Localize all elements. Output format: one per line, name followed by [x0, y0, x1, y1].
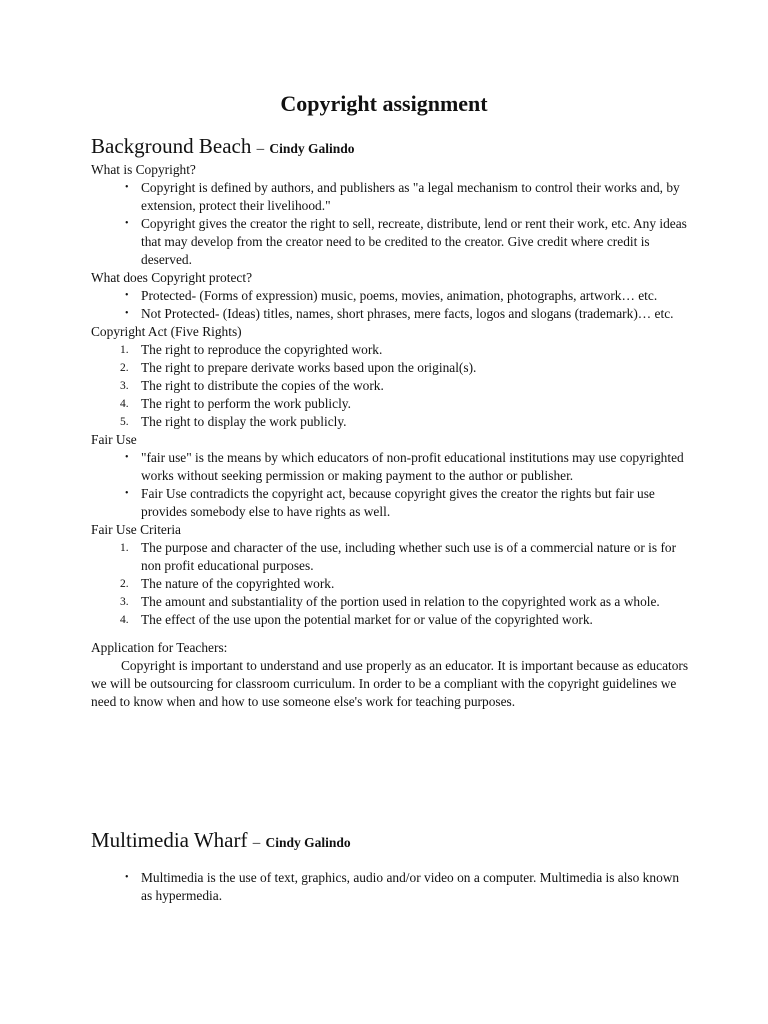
section-heading-background-beach [91, 133, 355, 162]
list-item: • Not Protected- (Ideas) titles, names, short phrases, mere facts, logos and slogans (trademark)… etc. [141, 305, 691, 323]
section-heading-multimedia-wharf [91, 827, 351, 856]
list-number: 1. [120, 542, 129, 554]
list-number: 2. [120, 578, 129, 590]
list-item: • Protected- (Forms of expression) music, poems, movies, animation, photographs, artwork… etc. [141, 287, 691, 305]
list-item: • Copyright is defined by authors, and publishers as "a legal mechanism to control their works and, by extension, protect their livelihood." [141, 179, 691, 215]
bullet-list [91, 179, 691, 269]
section-title: Multimedia Wharf [91, 828, 248, 852]
list-item [120, 575, 691, 593]
bullet-list [91, 449, 691, 521]
copyright-act-label: Copyright Act (Five Rights) [91, 324, 242, 339]
list-number: 3. [120, 596, 129, 608]
list-item-text: The nature of the copyrighted work. [141, 576, 335, 591]
section-title: Background Beach [91, 134, 252, 158]
section-author: Cindy Galindo [269, 141, 355, 156]
list-item-text: The right to display the work publicly. [141, 414, 347, 429]
list-number: 4. [120, 614, 129, 626]
application-text: Copyright is important to understand and use properly as an educator. It is important because as educators we will be outsourcing for classroom curriculum. In order to be a compliant with the copyright guidelines we need to know when and how to use someone else's work for teaching purposes. [91, 658, 689, 709]
list-item-text: The amount and substantiality of the portion used in relation to the copyrighted work as a whole. [141, 594, 660, 609]
fair-use-criteria-label: Fair Use Criteria [91, 522, 181, 537]
list-item-text: The right to perform the work publicly. [141, 396, 351, 411]
list-item [120, 611, 691, 629]
list-item [120, 377, 691, 395]
paragraph-indent [91, 658, 121, 673]
section-body-background-beach [91, 161, 691, 711]
section-body-multimedia-wharf [91, 869, 691, 905]
list-item-text: The right to reproduce the copyrighted work. [141, 342, 383, 357]
list-item: • "fair use" is the means by which educators of non-profit educational institutions may use copyrighted works without seeking permission or making payment to the author or publisher. [141, 449, 691, 485]
list-item-text: The purpose and character of the use, including whether such use is of a commercial nature or is for non profit educational purposes. [141, 540, 677, 573]
list-item: • Copyright gives the creator the right to sell, recreate, distribute, lend or rent their work, etc. Any ideas that may develop from the creator need to be credited to the creator. Give credit where credit is deserved. [141, 215, 691, 269]
question-what-is-copyright: What is Copyright? [91, 162, 196, 177]
paragraph-spacer [91, 629, 691, 639]
bullet-list [91, 869, 691, 905]
question-what-does-copyright-protect: What does Copyright protect? [91, 270, 253, 285]
list-item [120, 395, 691, 413]
list-item [120, 413, 691, 431]
list-item-text: The right to prepare derivate works based upon the original(s). [141, 360, 477, 375]
bullet-list [91, 287, 691, 323]
document-title: Copyright assignment [280, 91, 488, 116]
heading-dash: – [252, 835, 261, 851]
list-number: 2. [120, 362, 129, 374]
list-item-text: The right to distribute the copies of the work. [141, 378, 384, 393]
heading-dash: – [256, 141, 265, 157]
application-paragraph [91, 657, 691, 711]
list-item-text: The effect of the use upon the potential market for or value of the copyrighted work. [141, 612, 593, 627]
list-item: • Fair Use contradicts the copyright act, because copyright gives the creator the rights but fair use provides somebody else to have rights as well. [141, 485, 691, 521]
numbered-list [91, 341, 691, 431]
list-item [120, 593, 691, 611]
list-number: 1. [120, 344, 129, 356]
list-item [120, 359, 691, 377]
list-number: 3. [120, 380, 129, 392]
application-for-teachers-label: Application for Teachers: [91, 640, 228, 655]
list-number: 5. [120, 416, 129, 428]
section-author: Cindy Galindo [265, 835, 351, 850]
list-number: 4. [120, 398, 129, 410]
list-item [120, 341, 691, 359]
list-item [120, 539, 691, 575]
list-item: • Multimedia is the use of text, graphics, audio and/or video on a computer. Multimedia is also known as hypermedia. [141, 869, 691, 905]
fair-use-label: Fair Use [91, 432, 137, 447]
numbered-list [91, 539, 691, 629]
